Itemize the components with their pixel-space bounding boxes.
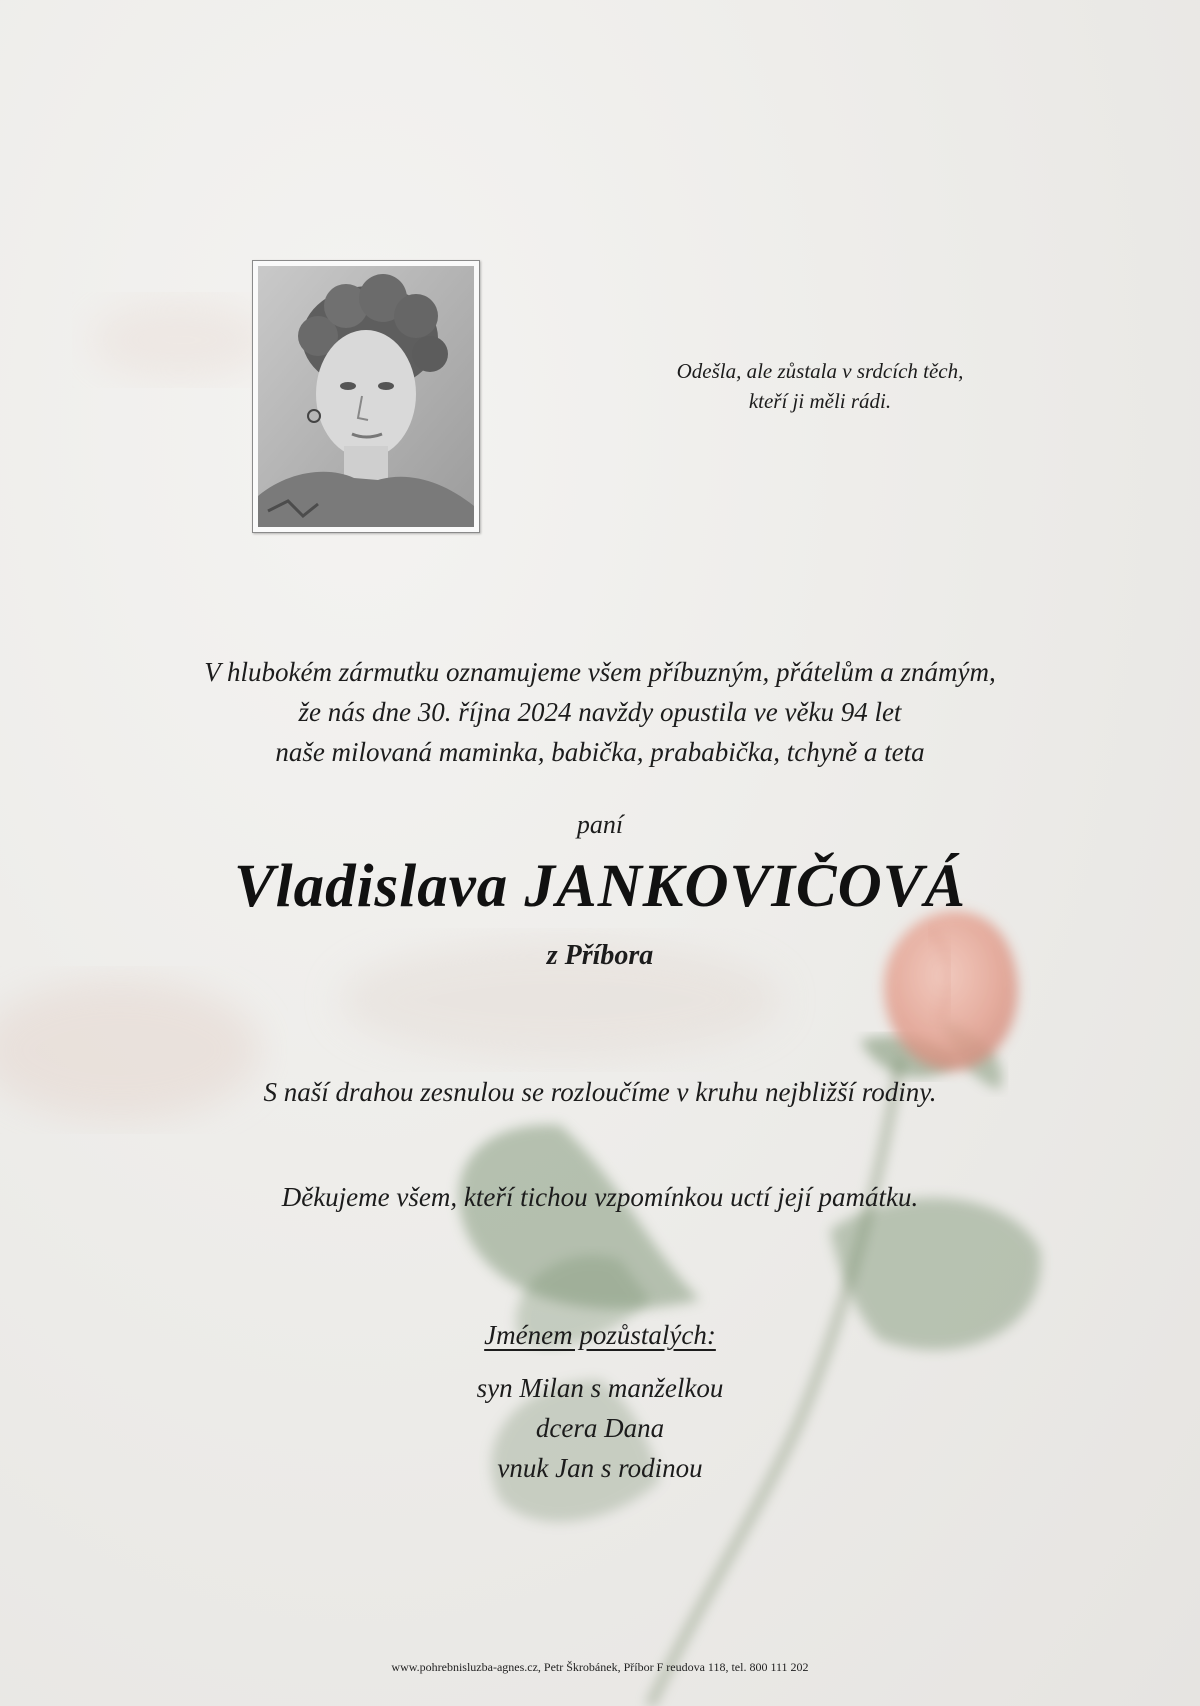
mourners-heading bbox=[100, 1320, 1100, 1351]
memorial-motto bbox=[600, 356, 1040, 416]
deceased-name: Vladislava JANKOVIČOVÁ bbox=[233, 853, 967, 920]
mourner-item: dcera Dana bbox=[535, 1413, 665, 1443]
announcement-line-1: V hlubokém zármutku oznamujeme všem příbuzným, přátelům a známým, bbox=[204, 657, 996, 687]
farewell-text: S naší drahou zesnulou se rozloučíme v kruhu nejbližší rodiny. bbox=[263, 1077, 937, 1107]
mourners-heading-label: Jménem pozůstalých: bbox=[484, 1320, 716, 1350]
thanks-text: Děkujeme všem, kteří tichou vzpomínkou uctí její památku. bbox=[281, 1182, 919, 1212]
mourner-item: vnuk Jan s rodinou bbox=[497, 1453, 703, 1483]
portrait-photo bbox=[258, 266, 474, 527]
funeral-service-footer: www.pohrebnisluzba-agnes.cz, Petr Škrobánek, Příbor F reudova 118, tel. 800 111 202 bbox=[391, 1660, 809, 1674]
announcement-line-2: že nás dne 30. října 2024 navždy opustila ve věku 94 let bbox=[298, 697, 902, 727]
motto-line-1: Odešla, ale zůstala v srdcích těch, bbox=[676, 359, 964, 383]
mourner-item: syn Milan s manželkou bbox=[476, 1373, 724, 1403]
announcement-line-3: naše milovaná maminka, babička, prababička, tchyně a teta bbox=[275, 737, 925, 767]
motto-line-2: kteří ji měli rádi. bbox=[748, 389, 892, 413]
mourners-list bbox=[100, 1368, 1100, 1488]
portrait-photo-frame bbox=[252, 260, 480, 533]
deceased-title: paní bbox=[576, 810, 624, 839]
announcement-text bbox=[100, 652, 1100, 772]
deceased-origin: z Příbora bbox=[546, 940, 654, 971]
